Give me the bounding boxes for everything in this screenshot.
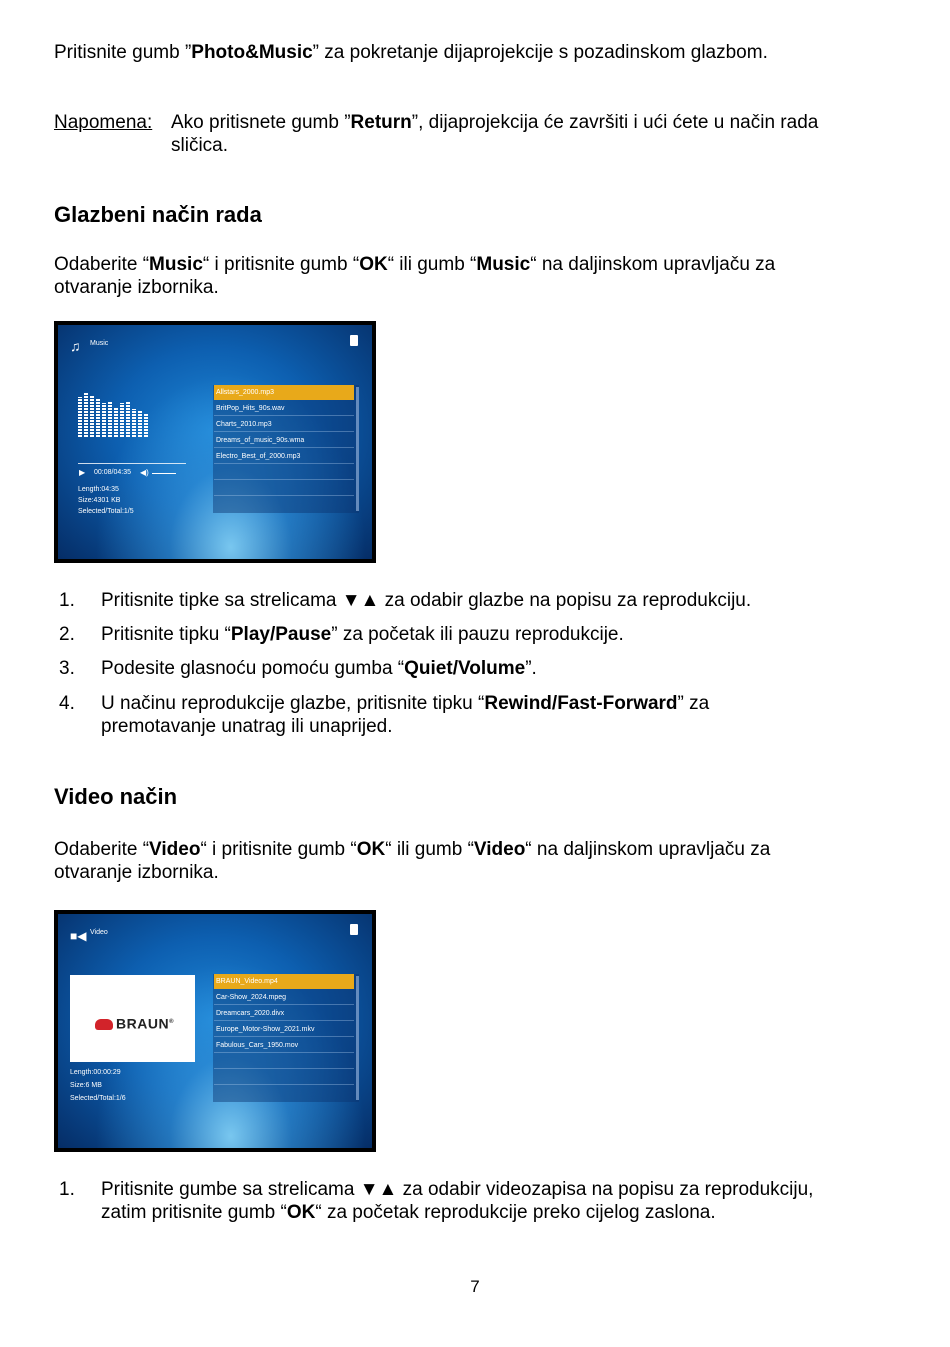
music-screenshot bbox=[54, 321, 376, 563]
step-number: 3. bbox=[59, 658, 75, 679]
page-number: 7 bbox=[470, 1277, 480, 1296]
step-text: Podesite glasnoću pomoću gumba “Quiet/Volume”. bbox=[101, 658, 537, 679]
list-item-empty bbox=[214, 1070, 354, 1085]
play-icon[interactable]: ▶ bbox=[79, 468, 86, 477]
eq-bar bbox=[108, 401, 112, 437]
screen-title: Music bbox=[90, 340, 109, 347]
equalizer bbox=[78, 391, 152, 437]
braun-logo: BRAUN® bbox=[95, 1011, 174, 1036]
eq-bar bbox=[132, 409, 136, 437]
eq-bar bbox=[102, 403, 106, 437]
video-thumbnail bbox=[70, 975, 195, 1062]
selected-text: Selected/Total:1/5 bbox=[78, 508, 134, 515]
list-item[interactable]: Fabulous_Cars_1950.mov bbox=[214, 1038, 354, 1053]
video-heading: Video način bbox=[54, 784, 178, 809]
list-item[interactable]: Car-Show_2024.mpeg bbox=[214, 990, 354, 1005]
time-readout: 00:08/04:35 bbox=[94, 469, 131, 476]
eq-bar bbox=[96, 399, 100, 437]
video-intro-paragraph: Odaberite “Video“ i pritisnite gumb “OK“ ili gumb “Video“ na daljinskom upravljaču za otvaranje izbornika. bbox=[54, 839, 771, 883]
eq-bar bbox=[138, 411, 142, 437]
list-item[interactable]: BRAUN_Video.mp4 bbox=[214, 974, 354, 989]
size-text: Size:4301 KB bbox=[78, 497, 121, 504]
list-item[interactable]: Electro_Best_of_2000.mp3 bbox=[214, 449, 354, 464]
list-item[interactable]: Dreamcars_2020.divx bbox=[214, 1006, 354, 1021]
video-screenshot bbox=[54, 910, 376, 1152]
sd-card-icon bbox=[350, 335, 358, 346]
eq-bar bbox=[90, 395, 94, 437]
step-number: 2. bbox=[59, 624, 75, 645]
scrollbar[interactable] bbox=[356, 387, 359, 511]
list-item-empty bbox=[214, 465, 354, 480]
step-number: 4. bbox=[59, 693, 75, 714]
length-text: Length:04:35 bbox=[78, 486, 119, 493]
size-text: Size:6 MB bbox=[70, 1082, 102, 1089]
list-item[interactable]: Europe_Motor-Show_2021.mkv bbox=[214, 1022, 354, 1037]
list-item[interactable]: Allstars_2000.mp3 bbox=[214, 385, 354, 400]
music-note-icon: ♫ bbox=[70, 338, 81, 354]
eq-bar bbox=[78, 397, 82, 437]
braun-logo-mark bbox=[95, 1019, 113, 1030]
step-number: 1. bbox=[59, 1179, 75, 1200]
list-item[interactable]: Charts_2010.mp3 bbox=[214, 417, 354, 432]
list-item[interactable]: Dreams_of_music_90s.wma bbox=[214, 433, 354, 448]
eq-bar bbox=[144, 413, 148, 437]
video-camera-icon: ■◀ bbox=[70, 929, 87, 943]
music-intro-paragraph: Odaberite “Music“ i pritisnite gumb “OK“ ili gumb “Music“ na daljinskom upravljaču za otvaranje izbornika. bbox=[54, 254, 776, 298]
scrollbar[interactable] bbox=[356, 976, 359, 1100]
music-heading: Glazbeni način rada bbox=[54, 202, 262, 227]
eq-bar bbox=[126, 401, 130, 437]
progress-line bbox=[78, 463, 186, 464]
step-number: 1. bbox=[59, 590, 75, 611]
speaker-icon[interactable]: ◀) bbox=[140, 468, 149, 477]
selected-text: Selected/Total:1/6 bbox=[70, 1095, 126, 1102]
step-text: Pritisnite tipku “Play/Pause” za početak ili pauzu reprodukcije. bbox=[101, 624, 624, 645]
step-text: Pritisnite gumbe sa strelicama ▼▲ za odabir videozapisa na popisu za reprodukciju, zatim pritisnite gumb “OK“ za početak reprodukcije preko cijelog zaslona. bbox=[101, 1179, 814, 1223]
eq-bar bbox=[84, 393, 88, 437]
length-text: Length:00:00:29 bbox=[70, 1069, 121, 1076]
volume-slider[interactable] bbox=[152, 473, 176, 474]
step-text: Pritisnite tipke sa strelicama ▼▲ za odabir glazbe na popisu za reprodukciju. bbox=[101, 590, 752, 611]
note-label: Napomena: bbox=[54, 112, 153, 133]
eq-bar bbox=[114, 407, 118, 437]
file-list bbox=[213, 974, 359, 1102]
eq-bar bbox=[120, 403, 124, 437]
list-item-empty bbox=[214, 1054, 354, 1069]
file-list bbox=[213, 385, 359, 513]
intro-paragraph: Pritisnite gumb ”Photo&Music” za pokretanje dijaprojekcije s pozadinskom glazbom. bbox=[54, 42, 768, 63]
step-text: U načinu reprodukcije glazbe, pritisnite tipku “Rewind/Fast-Forward” za premotavanje unatrag ili unaprijed. bbox=[101, 693, 710, 737]
note-text: Ako pritisnete gumb ”Return”, dijaprojekcija će završiti i ući ćete u način rada sličica. bbox=[171, 112, 819, 156]
sd-card-icon bbox=[350, 924, 358, 935]
screen-title: Video bbox=[90, 929, 108, 936]
list-item[interactable]: BritPop_Hits_90s.wav bbox=[214, 401, 354, 416]
list-item-empty bbox=[214, 481, 354, 496]
